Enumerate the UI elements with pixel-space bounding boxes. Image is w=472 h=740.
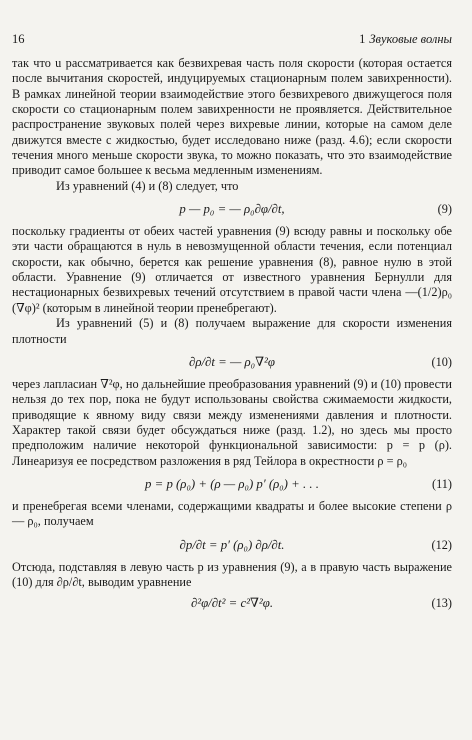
running-head bbox=[359, 32, 452, 47]
equation-12-formula: ∂p/∂t = p′ (ρ₀) ∂ρ/∂t. bbox=[179, 537, 285, 552]
equation-10 bbox=[12, 347, 452, 377]
paragraph-7: Отсюда, подставляя в левую часть p из уравнения (9), а в правую часть выражение (10) для ∂ρ/∂t, выводим уравнение bbox=[12, 559, 452, 589]
equation-9-formula: p — p₀ = — ρ₀∂φ/∂t, bbox=[179, 202, 285, 217]
page-header bbox=[12, 32, 452, 48]
equation-11-formula: p = p (ρ₀) + (ρ — ρ₀) p′ (ρ₀) + . . . bbox=[145, 476, 319, 491]
equation-9-number: (9) bbox=[437, 202, 452, 217]
paragraph-4: Из уравнений (5) и (8) получаем выражение для скорости изменения плотности bbox=[12, 316, 452, 346]
page-number: 16 bbox=[12, 32, 25, 46]
equation-10-formula: ∂ρ/∂t = — ρ₀∇²φ bbox=[189, 354, 275, 369]
paragraph-1: так что u рассматривается как безвихревая часть поля скорости (которая остается после вычитания скоростей, индуцируемых стационарным полем завихренности). В рамках линейной теории взаимодействие этого безвихревого движущегося поля скорости со стационарным полем завихренности не проявляется. Действительное распространение звуковых полей через вихревые линии, которые на самом деле движутся вместе с жидкостью, будет исследовано ниже (разд. 4.6); если скорости течения много меньше скорости звука, то можно показать, что это взаимодействие приводит самое большее к весьма медленным изменениям. bbox=[12, 56, 452, 178]
paragraph-2: Из уравнений (4) и (8) следует, что bbox=[56, 178, 239, 193]
paragraph-3: поскольку градиенты от обеих частей уравнения (9) всюду равны и поскольку обе эти части обращаются в нуль в невозмущенной области течения, если потенциал скорости, как обычно, берется как решение уравнения (8), равное нулю в этой области. Уравнение (9) отличается от известного уравнения Бернулли для нестационарных безвихревых течений отсутствием в правой части члена —(1/2)ρ₀ (∇φ)² (которым в линейной теории пренебрегают). bbox=[12, 224, 452, 315]
equation-9 bbox=[12, 194, 452, 224]
equation-12-number: (12) bbox=[431, 537, 452, 552]
paragraph-5: через лапласиан ∇²φ, но дальнейшие преобразования уравнений (9) и (10) провести нельзя до тех пор, пока не будут использованы свойства сжимаемости жидкости, приводящие к явному виду связи между изменениями давления и плотности. Характер такой связи будет обсуждаться ниже (разд. 1.2), но здесь мы просто предположим наличие некоторой функциональной зависимости: p = p (ρ). Линеаризуя ее посредством разложения в ряд Тейлора в окрестности ρ = ρ₀ bbox=[12, 376, 452, 468]
equation-13 bbox=[12, 590, 452, 617]
equation-12 bbox=[12, 530, 452, 560]
equation-10-number: (10) bbox=[431, 354, 452, 369]
equation-11 bbox=[12, 469, 452, 499]
paragraph-6: и пренебрегая всеми членами, содержащими квадраты и более высокие степени ρ — ρ₀, получаем bbox=[12, 498, 452, 529]
equation-13-formula: ∂²φ/∂t² = c²∇²φ. bbox=[190, 596, 274, 611]
chapter-number: 1 bbox=[359, 32, 366, 46]
equation-13-number: (13) bbox=[431, 596, 452, 611]
page-body bbox=[12, 56, 452, 617]
equation-11-number: (11) bbox=[431, 476, 452, 491]
chapter-title: Звуковые волны bbox=[369, 32, 452, 46]
